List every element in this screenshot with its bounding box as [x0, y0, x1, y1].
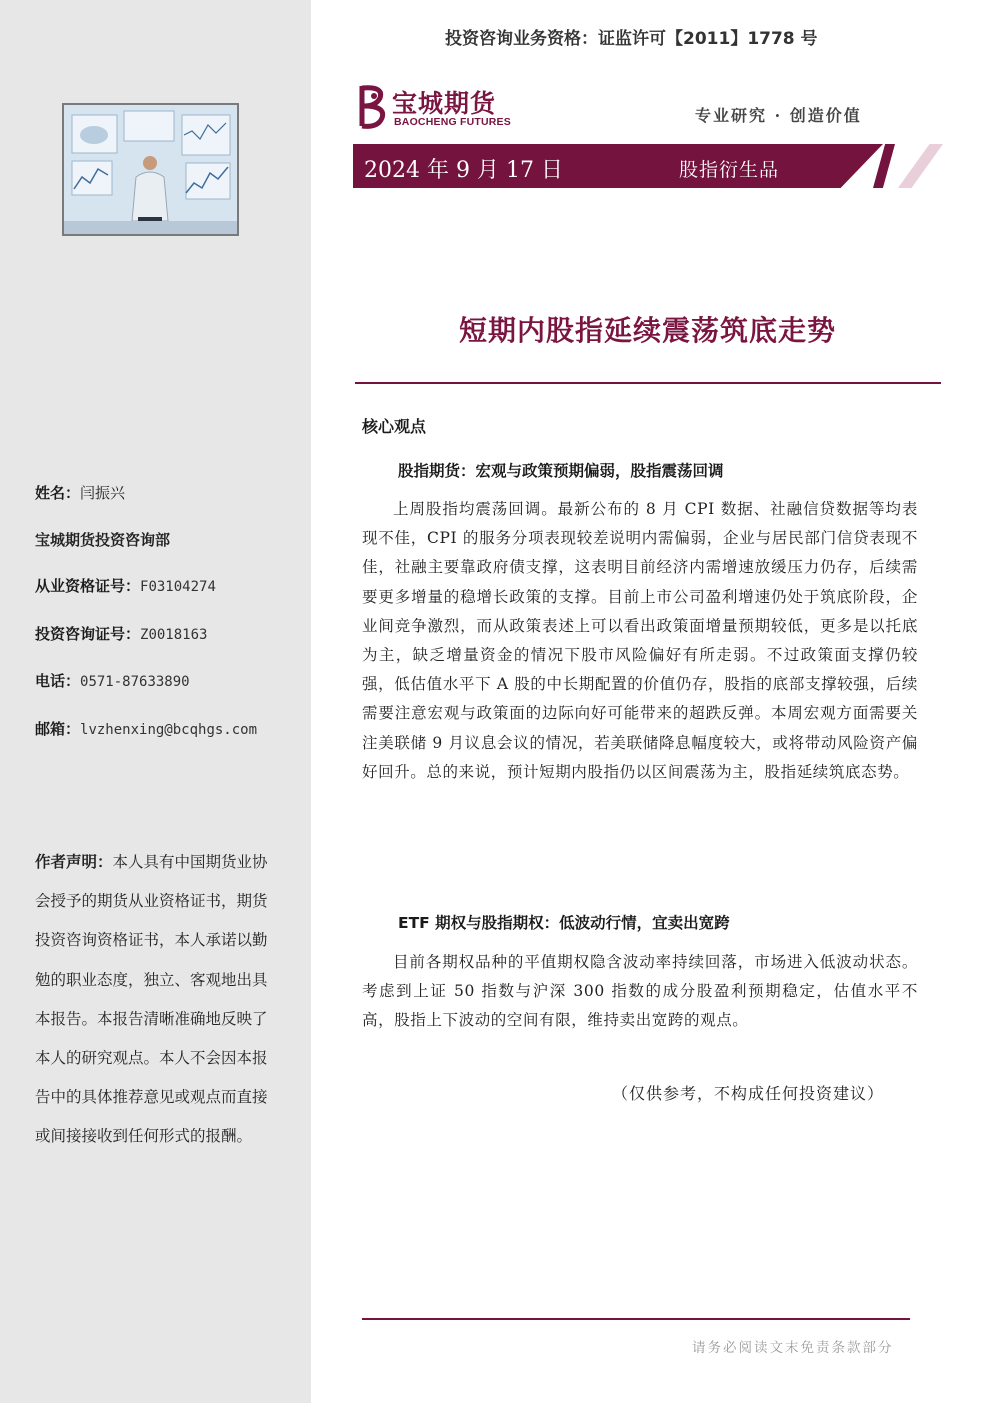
report-category: 股指衍生品: [679, 159, 780, 181]
email-label: 邮箱：: [35, 719, 81, 738]
phone-row: [35, 658, 305, 706]
author-name: 闫振兴: [80, 484, 126, 502]
email-row: [35, 706, 305, 754]
disclaimer-note: （仅供参考，不构成任何投资建议）: [612, 1084, 885, 1103]
banner-stripe-light: [898, 144, 943, 188]
phone-number: 0571-87633890: [80, 674, 190, 690]
phone-label: 电话：: [35, 672, 81, 690]
license-line: 投资咨询业务资格：证监许可【2011】1778 号: [445, 29, 818, 49]
consulting-number: Z0018163: [140, 626, 208, 643]
consulting-label: 投资咨询证号：: [35, 624, 141, 643]
declaration-label: 作者声明：: [35, 853, 113, 871]
section1-heading: 股指期货：宏观与政策预期偏弱，股指震荡回调: [398, 462, 724, 480]
report-date: 2024 年 9 月 17 日: [364, 158, 563, 183]
section2-heading: ETF 期权与股指期权：低波动行情，宜卖出宽跨: [398, 914, 730, 932]
slogan: 专业研究 · 创造价值: [695, 106, 862, 125]
author-declaration: [35, 843, 273, 1157]
qualification-label: 从业资格证号：: [35, 577, 141, 595]
sidebar: [0, 0, 311, 1403]
cover-photo: [62, 103, 239, 236]
logo-text-cn: 宝城期货: [392, 89, 497, 118]
date-banner: [353, 144, 943, 188]
qualification-row: [35, 563, 305, 611]
email-address: lvzhenxing@bcqhgs.com: [80, 721, 258, 738]
title-divider: [355, 382, 941, 384]
section1-text: 上周股指均震荡回调。最新公布的 8 月 CPI 数据、社融信贷数据等均表现不佳，CPI 的服务分项表现较差说明内需偏弱，企业与居民部门信贷表现不佳，社融主要靠政府债支撑，这表明目前经济内需增速放缓压力仍存，后续需要更多增量的稳增长政策的支撑。目前上市公司盈利增速仍处于筑底阶段，企业间竞争激烈，而从政策表述上可以看出政策面增量预期较低，更多是以托底为主，缺乏增量资金的情况下股市风险偏好有所走弱。不过政策面支撑仍较强，低估值水平下 A 股的中长期配置的价值仍存，股指的底部支撑较强，后续需要注意宏观与政策面的边际向好可能带来的超跌反弹。本周宏观方面需要关注美联储 9 月议息会议的情况，若美联储降息幅度较大，或将带动风险资产偏好回升。总的来说，预计短期内股指仍以区间震荡为主，股指延续筑底态势。: [362, 500, 918, 781]
author-name-row: [35, 470, 305, 517]
author-name-label: 姓名：: [35, 484, 81, 502]
footer-divider: [362, 1318, 910, 1320]
declaration-text: 本人具有中国期货业协会授予的期货从业资格证书，期货投资咨询资格证书，本人承诺以勤勉的职业态度，独立、客观地出具本报告。本报告清晰准确地反映了本人的研究观点。本人不会因本报告中的具体推荐意见或观点而直接或间接接收到任何形式的报酬。: [35, 853, 268, 1146]
core-heading: 核心观点: [362, 417, 427, 436]
department: 宝城期货投资咨询部: [35, 530, 171, 549]
report-title: 短期内股指延续震荡筑底走势: [458, 314, 836, 347]
author-contact: [35, 470, 305, 753]
qualification-number: F03104274: [140, 579, 216, 595]
logo-mark-icon: [354, 82, 390, 130]
footer-text: 请务必阅读文末免责条款部分: [692, 1340, 894, 1356]
consulting-row: [35, 611, 305, 659]
department-row: [35, 517, 305, 564]
logo-text-en: BAOCHENG FUTURES: [394, 116, 511, 128]
brand-logo: [354, 82, 524, 132]
section2-text: 目前各期权品种的平值期权隐含波动率持续回落，市场进入低波动状态。考虑到上证 50 指数与沪深 300 指数的成分股盈利预期稳定，估值水平不高，股指上下波动的空间有限，维持卖出宽跨的观点。: [362, 953, 918, 1030]
